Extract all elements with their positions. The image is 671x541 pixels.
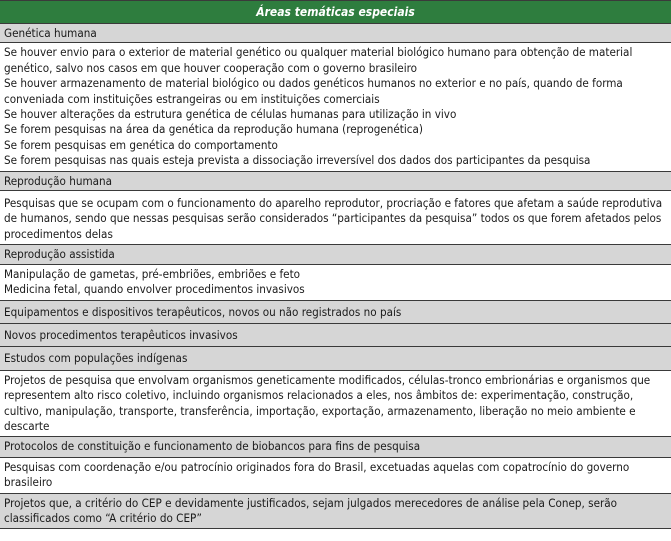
section-reproducao-humana-title: Reprodução humana xyxy=(0,172,671,191)
section-reproducao-humana-body xyxy=(0,191,671,245)
table-header: Áreas temáticas especiais xyxy=(0,1,671,24)
list-item: Se houver alterações da estrutura genética de células humanas para utilização in vivo xyxy=(4,107,457,122)
list-item: Manipulação de gametas, pré-embriões, embriões e feto xyxy=(4,266,301,281)
list-item: Pesquisas com coordenação e/ou patrocínio originados fora do Brasil, excetuadas aquelas com copatrocínio do governo brasileiro xyxy=(4,459,630,490)
section-genetica-humana-title: Genética humana xyxy=(0,24,671,43)
row-coordenacao-exterior xyxy=(0,458,671,494)
list-item: Se forem pesquisas em genética do comportamento xyxy=(4,137,278,152)
list-item: Se forem pesquisas nas quais esteja prevista a dissociação irreversível dos dados dos participantes da pesquisa xyxy=(4,153,591,168)
row-organismos-geneticamente-modificados xyxy=(0,371,671,438)
section-reproducao-assistida-title: Reprodução assistida xyxy=(0,245,671,264)
list-item: Medicina fetal, quando envolver procedimentos invasivos xyxy=(4,282,305,297)
section-populacoes-indigenas-title: Estudos com populações indígenas xyxy=(0,347,671,370)
list-item: Se houver envio para o exterior de material genético ou qualquer material biológico humano para obtenção de material genético, salvo nos casos em que houver cooperação com o governo brasileiro xyxy=(4,45,633,75)
section-novos-procedimentos-title: Novos procedimentos terapêuticos invasivos xyxy=(0,324,671,347)
list-item: Se houver armazenamento de material biológico ou dados genéticos humanos no exterior e no país, quando de forma conveniada com instituições estrangeiras ou em instituições comerciais xyxy=(4,76,623,106)
row-biobancos xyxy=(0,437,671,457)
section-genetica-humana-body xyxy=(0,43,671,171)
list-item: Se forem pesquisas na área da genética da reprodução humana (reprogenética) xyxy=(4,122,423,137)
list-item: Protocolos de constituição e funcionamento de biobancos para fins de pesquisa xyxy=(4,439,421,454)
list-item: Projetos de pesquisa que envolvam organismos geneticamente modificados, células-tronco embrionárias e organismos que representem alto risco coletivo, incluindo organismos relacionados a eles, nos âmbitos de: experimentação, construção, cultivo, manipulação, transporte, transferência, importação, exportação, armazenamento, liberação no meio ambiente e descarte xyxy=(4,372,651,433)
row-criterio-cep xyxy=(0,494,671,530)
section-equipamentos-title: Equipamentos e dispositivos terapêuticos, novos ou não registrados no país xyxy=(0,301,671,324)
section-reproducao-assistida-body xyxy=(0,265,671,301)
list-item: Pesquisas que se ocupam com o funcionamento do aparelho reprodutor, procriação e fatores que afetam a saúde reprodutiva de humanos, sendo que nessas pesquisas serão considerados “participantes da pesquisa” todos os que forem afetados pelos procedimentos delas xyxy=(4,196,663,241)
list-item: Projetos que, a critério do CEP e devidamente justificados, sejam julgados merecedores de análise pela Conep, serão classificados como “A critério do CEP” xyxy=(4,495,618,525)
